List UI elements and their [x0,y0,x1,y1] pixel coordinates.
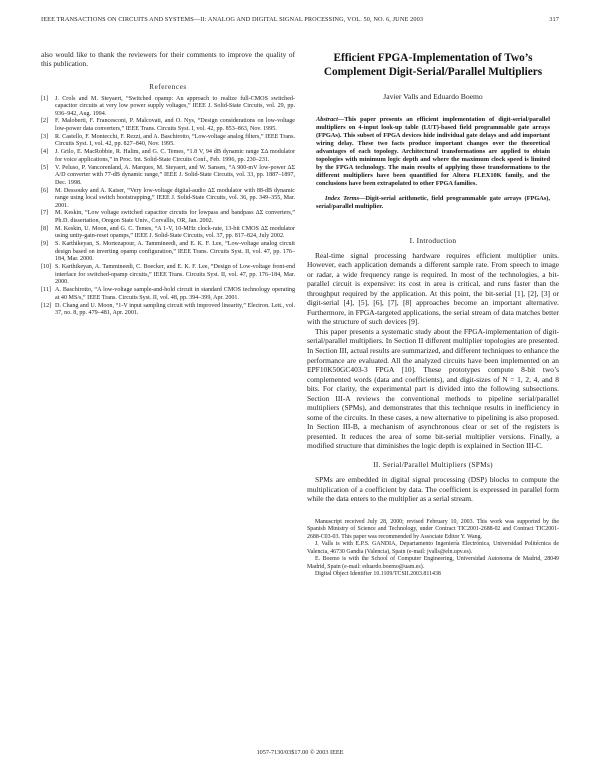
reference-number: [8] [41,225,49,232]
reference-text: V. Peluso, P. Vancorenland, A. Marques, M. Steyaert, and W. Sansen, “A 900-mV low-power ΔΣ A/D converter with 77-dB dynamic range,” IEEE J. Solid-State Circuits, vol. 33, pp. 1887–1897, Dec. 1998. [55,164,295,186]
footnote: E. Boemo is with the School of Computer Engineering, Universidad Autonoma de Madrid, 28049 Madrid, Spain (e-mail: eduardo.boemo@uam.es). [307,556,559,570]
reference-item [41,210,295,225]
reference-number: [6] [41,187,49,194]
section-heading-introduction: I. Introduction [409,235,457,245]
footnote: Manuscript received July 28, 2000; revised February 10, 2003. This work was supported by the Spanish Ministry of Science and Technology, under Contract TIC2001-2688-02 and Contract TIC2001-2688-C03-03. This paper was recommended by Associate Editor Y. Wang. [307,518,559,540]
paper-title: Efficient FPGA-Implementation of Two’s Complement Digit-Serial/Parallel Multipliers [323,52,543,78]
reference-number: [3] [41,133,49,140]
index-terms [316,195,550,211]
reference-text: S. Karthikeyan, S. Mortezapour, A. Tammineedi, and E. K. F. Lee, “Low-voltage analog circuit design based on inverting opamp configuration,” IEEE Trans. Circuits Syst. II, vol. 47, pp. 176–184, Mar. 2000. [55,241,295,263]
abstract-text: This paper presents an efficient implementation of digit-serial/parallel multipliers on 4-input look-up table (LUT)-based field programmable gate arrays (FPGAs). This subset of FPGA devices hide individual gate delays and add important wiring delay. These two facts produce important changes over the theoretical advantages of each topology. Architectural transformations are applied to obtain topologies with minimum logic depth and where the maximum clock speed is limited by the FPGA technology. The main results of applying those transformations to the different multipliers have been quantified for Altera FLEX10K family, and the conclusions have been extrapolated to other FPGA families. [316,116,550,188]
reference-text: M. Dessouky and A. Kaiser, “Very low-voltage digital-audio ΔΣ modulator with 88-dB dynamic range using local switch bootstrapping,” IEEE J. Solid-State Circuits, vol. 36, pp. 349–355, Mar. 2001. [55,187,295,209]
reference-item [41,149,295,164]
running-title: IEEE TRANSACTIONS ON CIRCUITS AND SYSTEMS—II: ANALOG AND DIGITAL SIGNAL PROCESSING, VOL. 50, NO. 6, JUNE 2003 [41,16,424,23]
reference-text: R. Castello, F. Montecchi, F. Rezzi, and A. Baschirotto, “Low-voltage analog filters,” IEEE Trans. Circuits Syst. I, vol. 42, pp. 827–840, Nov. 1995. [55,133,295,148]
reference-item [41,96,295,119]
reference-number: [1] [41,95,49,102]
page-header [41,16,559,28]
acknowledgment-text: also would like to thank the reviewers for their comments to improve the quality of this publication. [41,50,295,69]
reference-item [41,165,295,188]
body-paragraph: SPMs are embedded in digital signal processing (DSP) blocks to compute the multiplication of a coefficient by data. The coefficient is expressed in parallel form while the data enters to the multiplier as a serial stream. [307,475,559,504]
reference-text: D. Chang and U. Moon, “1-V input sampling circuit with improved linearity,” Electron. Lett., vol. 37, no. 8, pp. 479–481, Apr. 2001. [55,302,295,317]
abstract-label: Abstract— [316,116,345,123]
reference-list [41,96,295,318]
reference-text: J. Crols and M. Steyaert, “Switched opamp: An approach to realize full-CMOS switched-capacitor circuits at very low power supply voltages,” IEEE J. Solid-State Circuits, vol. 29, pp. 936–942, Aug. 1994. [55,95,295,117]
index-terms-label: Index Terms— [325,195,366,203]
reference-item [41,241,295,264]
reference-number: [12] [41,302,52,309]
reference-number: [2] [41,118,49,125]
reference-item [41,287,295,302]
reference-text: A. Baschirotto, “A low-voltage sample-and-hold circuit in standard CMOS technology operating at 40 MS/s,” IEEE Trans. Circuits Syst. II, vol. 48, pp. 394–399, Apr. 2001. [55,287,295,301]
reference-item [41,188,295,211]
reference-item [41,303,295,318]
reference-item [41,264,295,287]
reference-text: S. Karthikeyan, A. Tammineedi, C. Boecker, and E. K. F. Lee, “Design of Low-voltage front-end interface for switched-opamp circuits,” IEEE Trans. Circuits Syst. II, vol. 47, pp. 176–184, Mar. 2000. [55,264,295,286]
reference-number: [5] [41,164,49,171]
right-column [307,50,559,579]
reference-item [41,226,295,241]
reference-text: J. Grilo, E. MacRobbie, R. Halim, and G. C. Temes, “1.8 V, 94 dB dynamic range ΣΔ modulator for voice applications,” in Proc. Int. Solid-State Circuits Conf., Feb. 1996, pp. 230–231. [55,149,295,163]
references-heading: References [149,82,187,91]
body-paragraph: This paper presents a systematic study about the FPGA-implementation of digit-serial/parallel multipliers. In Section II different multiplier topologies are presented. In Section III, actual results are summarized, and different techniques to enhance the performance are evaluated. All the analyzed circuits have been implemented on an EPF10K50GC403-3 FPGA [10]. These prototypes compute 8-bit two’s complemented words (data and coefficients), and digit-sizes of N = 1, 2, 4, and 8 bits. For clarity, the experimental part is divided into the following subsections. Section III-A reviews the conventional methods to pipeline serial/parallel multipliers (SPMs), and demonstrates that this technique results in inefficiency in some of the circuits. In these cases, a new alternative to pipelining is also proposed. In Section III-B, a mechanism of asynchronous clear or set of the registers is presented. It reduces the area of some bit-serial multiplier versions. Finally, a modified structure that diminishes the logic depth is explained in Section III-C. [307,326,559,451]
reference-text: M. Keskin, “Low voltage switched capacitor circuits for lowpass and bandpass ΔΣ converters,” Ph.D. dissertation, Oregon State Univ., Corvallis, OR, Jan. 2002. [55,210,295,225]
section-heading-spm: II. Serial/Parallel Multipliers (SPMs) [373,460,493,469]
reference-number: [11] [41,287,51,294]
copyright-footer: 1057-7130/03$17.00 © 2003 IEEE [256,749,344,756]
reference-number: [7] [41,210,49,217]
page-number: 317 [549,16,559,23]
reference-text: M. Keskin, U. Moon, and G. C. Temes, “A 1-V, 10-MHz clock-rate, 13-bit CMOS ΔΣ modulator using unity-gain-reset opamps,” IEEE J. Solid-State Circuits, vol. 37, pp. 817–824, July 2002. [55,225,295,240]
abstract [316,116,550,188]
reference-number: [10] [41,264,52,271]
paper-authors: Javier Valls and Eduardo Boemo [383,92,483,101]
footnote: J. Valls is with E.P.S. GANDIA, Departamento Ingeniería Electrónica, Universidad Politécnica de Valencia, 46730 Gandia (Valencia), Spain (e-mail: jvalls@eln.upv.es). [307,541,559,555]
reference-item [41,118,295,133]
reference-number: [4] [41,149,49,156]
left-column [41,50,295,318]
reference-item [41,134,295,149]
reference-text: F. Maloberti, F. Francesconi, P. Malcovati, and O. Nys, “Design considerations on low-voltage low-power data converters,” IEEE Trans. Circuits Syst. I, vol. 42, pp. 853–863, Nov. 1995. [55,118,295,132]
body-paragraph: Real-time signal processing hardware requires efficient multiplier units. However, each application demands a different sample rate. From speech to image or radar, a wide frequency range is required. In most of the technologies, a bit-parallel circuit is expensive: its cost in area is critical, and runs faster than the throughput required by the application. At this point, the bit-serial [1], [2], [3] or digit-serial [4], [5], [6], [7], [8] approaches become an important alternative. Furthermore, in FPGA-targeted applications, the serial stream of data matches better with the structure of such devices [9]. [307,250,559,327]
reference-number: [9] [41,241,49,248]
footnote: Digital Object Identifier 10.1109/TCSII.2003.811438 [315,571,441,578]
index-terms-text: Digit-serial arithmetic, field programmable gate arrays (FPGAs), serial/parallel multiplier. [316,195,550,211]
